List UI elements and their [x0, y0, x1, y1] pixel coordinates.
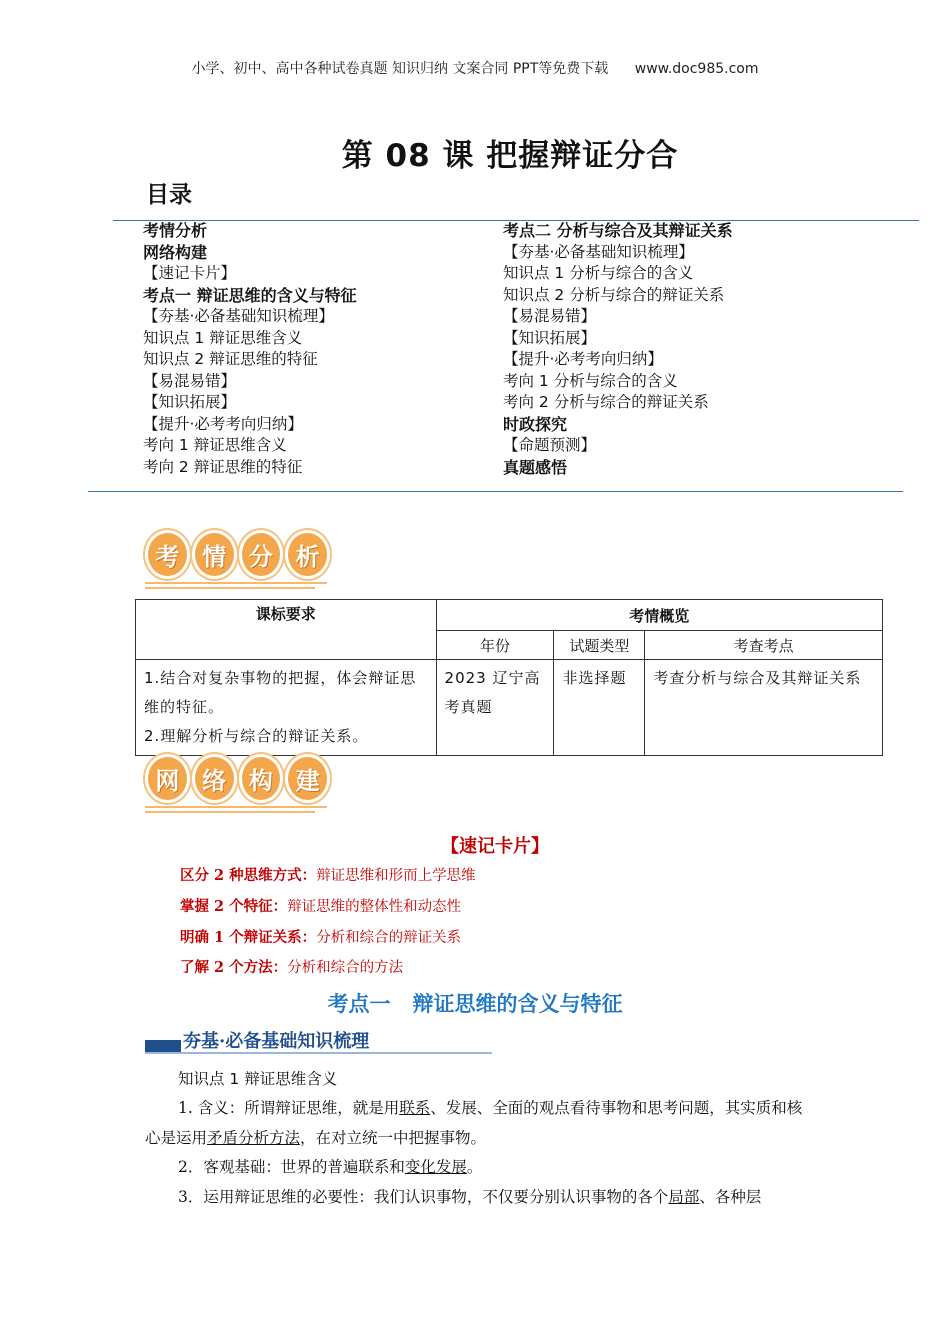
para-lead: 3．运用辩证思维的必要性： [178, 1188, 374, 1206]
underlined-term: 矛盾分析方法 [207, 1129, 301, 1147]
toc-left-item[interactable]: 知识点 1 辩证思维含义 [143, 328, 303, 347]
badge-char: 构 [239, 754, 284, 803]
requirements-cell [136, 660, 437, 756]
toc-right-item[interactable]: 真题感悟 [503, 457, 568, 477]
paragraph-basis [145, 1152, 810, 1182]
header-point: 考查考点 [645, 631, 883, 660]
toc-right-item[interactable]: 【提升·必考考向归纳】 [503, 350, 663, 368]
band-marker [145, 1040, 181, 1052]
badge-char: 建 [285, 754, 330, 803]
quick-card-title: 【速记卡片】 [441, 836, 549, 857]
toc-right-item[interactable]: 【易混易错】 [503, 307, 597, 325]
toc-left-item[interactable]: 考向 1 辩证思维含义 [143, 436, 287, 454]
page-header [0, 58, 950, 78]
toc-right-item[interactable]: 【命题预测】 [503, 436, 597, 454]
section-heading [0, 988, 950, 1018]
toc-left-item[interactable]: 考向 2 辩证思维的特征 [143, 457, 303, 476]
toc-left-column [143, 220, 357, 478]
quick-card-line [180, 956, 403, 977]
badge-char: 析 [285, 530, 330, 579]
exam-overview-table [135, 599, 883, 756]
para-lead: 1. 含义： [178, 1099, 245, 1117]
badge-char: 络 [192, 754, 237, 803]
card-key: 明确 1 个辩证关系： [180, 929, 317, 946]
header-year: 年份 [436, 631, 554, 660]
badge-char: 分 [239, 530, 284, 579]
toc-left-item[interactable]: 【速记卡片】 [143, 264, 237, 282]
wangluo-badge [145, 754, 330, 814]
toc-left-item[interactable]: 考情分析 [143, 221, 208, 240]
card-value: 分析和综合的辩证关系 [316, 930, 462, 946]
quick-card-line [180, 926, 461, 947]
toc-bottom-rule [88, 491, 903, 492]
band-title: 夯基·必备基础知识梳理 [183, 1031, 370, 1052]
para-text: 我们认识事物，不仅要分别认识事物的各个 [373, 1188, 669, 1206]
knowledge-point-title: 知识点 1 辩证思维含义 [178, 1070, 338, 1088]
badge-char: 情 [192, 530, 237, 579]
requirement-2: 2.理解分析与综合的辩证关系。 [144, 727, 369, 745]
requirement-1: 1.结合对复杂事物的把握，体会辩证思维的特征。 [144, 669, 417, 716]
badge-char: 网 [145, 754, 190, 803]
quick-card-line [180, 895, 461, 916]
header-text: 小学、初中、高中各种试卷真题 知识归纳 文案合同 PPT等免费下载 [191, 61, 609, 77]
header-requirements: 课标要求 [136, 600, 437, 660]
para-text: 、各种层 [699, 1188, 762, 1206]
toc-left-item[interactable]: 网络构建 [143, 242, 208, 262]
card-value: 辩证思维和形而上学思维 [316, 868, 476, 884]
underlined-term: 变化发展 [404, 1158, 467, 1176]
para-lead: 2．客观基础： [178, 1158, 281, 1176]
toc-right-item[interactable]: 考点二 分析与综合及其辩证关系 [503, 221, 733, 240]
toc-left-item[interactable]: 【提升·必考考向归纳】 [143, 414, 303, 433]
toc-left-item[interactable]: 知识点 2 辩证思维的特征 [143, 350, 318, 368]
para-text: 所谓辩证思维，就是用 [244, 1099, 400, 1117]
toc-right-item[interactable]: 【夯基·必备基础知识梳理】 [503, 242, 694, 261]
kaoqing-badge [145, 530, 330, 590]
page-title: 第 08 课 把握辩证分合 [341, 138, 679, 174]
toc-left-item[interactable]: 考点一 辩证思维的含义与特征 [143, 285, 357, 305]
header-url[interactable]: www.doc985.com [634, 61, 759, 77]
toc-right-item[interactable]: 时政探究 [503, 414, 568, 434]
toc-left-item[interactable]: 【易混易错】 [143, 371, 237, 390]
paragraph-meaning [145, 1093, 810, 1153]
toc-left-item[interactable]: 【知识拓展】 [143, 393, 237, 411]
toc-right-item[interactable]: 考向 2 分析与综合的辩证关系 [503, 393, 709, 411]
para-text: 世界的普遍联系和 [280, 1158, 405, 1176]
toc-right-column [503, 220, 733, 478]
para-text: 。 [466, 1158, 483, 1176]
badge-underline [145, 806, 327, 808]
card-key: 了解 2 个方法： [180, 959, 288, 976]
header-overview: 考情概览 [436, 600, 882, 631]
badge-underline [145, 811, 315, 813]
toc-heading: 目录 [146, 182, 192, 208]
underlined-term: 局部 [668, 1188, 700, 1206]
quick-card-line [180, 864, 476, 885]
section-number: 考点一 [327, 992, 391, 1016]
para-text: 、发展、全面的观点看待事物和思考问题，其实质和核心是运用 [145, 1099, 803, 1147]
type-cell: 非选择题 [554, 660, 645, 756]
toc-right-item[interactable]: 【知识拓展】 [503, 328, 597, 347]
card-value: 分析和综合的方法 [287, 960, 404, 976]
card-key: 区分 2 种思维方式： [180, 867, 317, 884]
card-value: 辩证思维的整体性和动态性 [287, 899, 462, 915]
underlined-term: 联系 [399, 1099, 431, 1117]
header-type: 试题类型 [554, 631, 645, 660]
card-key: 掌握 2 个特征： [180, 898, 288, 915]
paragraph-necessity [145, 1182, 810, 1212]
badge-underline [145, 582, 327, 584]
point-cell: 考查分析与综合及其辩证关系 [645, 660, 883, 756]
toc-right-item[interactable]: 考向 1 分析与综合的含义 [503, 371, 678, 390]
toc-left-item[interactable]: 【夯基·必备基础知识梳理】 [143, 307, 334, 325]
toc-right-item[interactable]: 知识点 1 分析与综合的含义 [503, 264, 694, 282]
year-cell: 2023 辽宁高考真题 [436, 660, 554, 756]
toc-right-item[interactable]: 知识点 2 分析与综合的辩证关系 [503, 285, 725, 304]
badge-underline [145, 587, 315, 589]
badge-char: 考 [145, 530, 190, 579]
section-title: 辩证思维的含义与特征 [412, 992, 623, 1016]
band-underline [145, 1052, 492, 1054]
foundation-band [145, 1027, 492, 1053]
para-text: ，在对立统一中把握事物。 [300, 1129, 487, 1147]
